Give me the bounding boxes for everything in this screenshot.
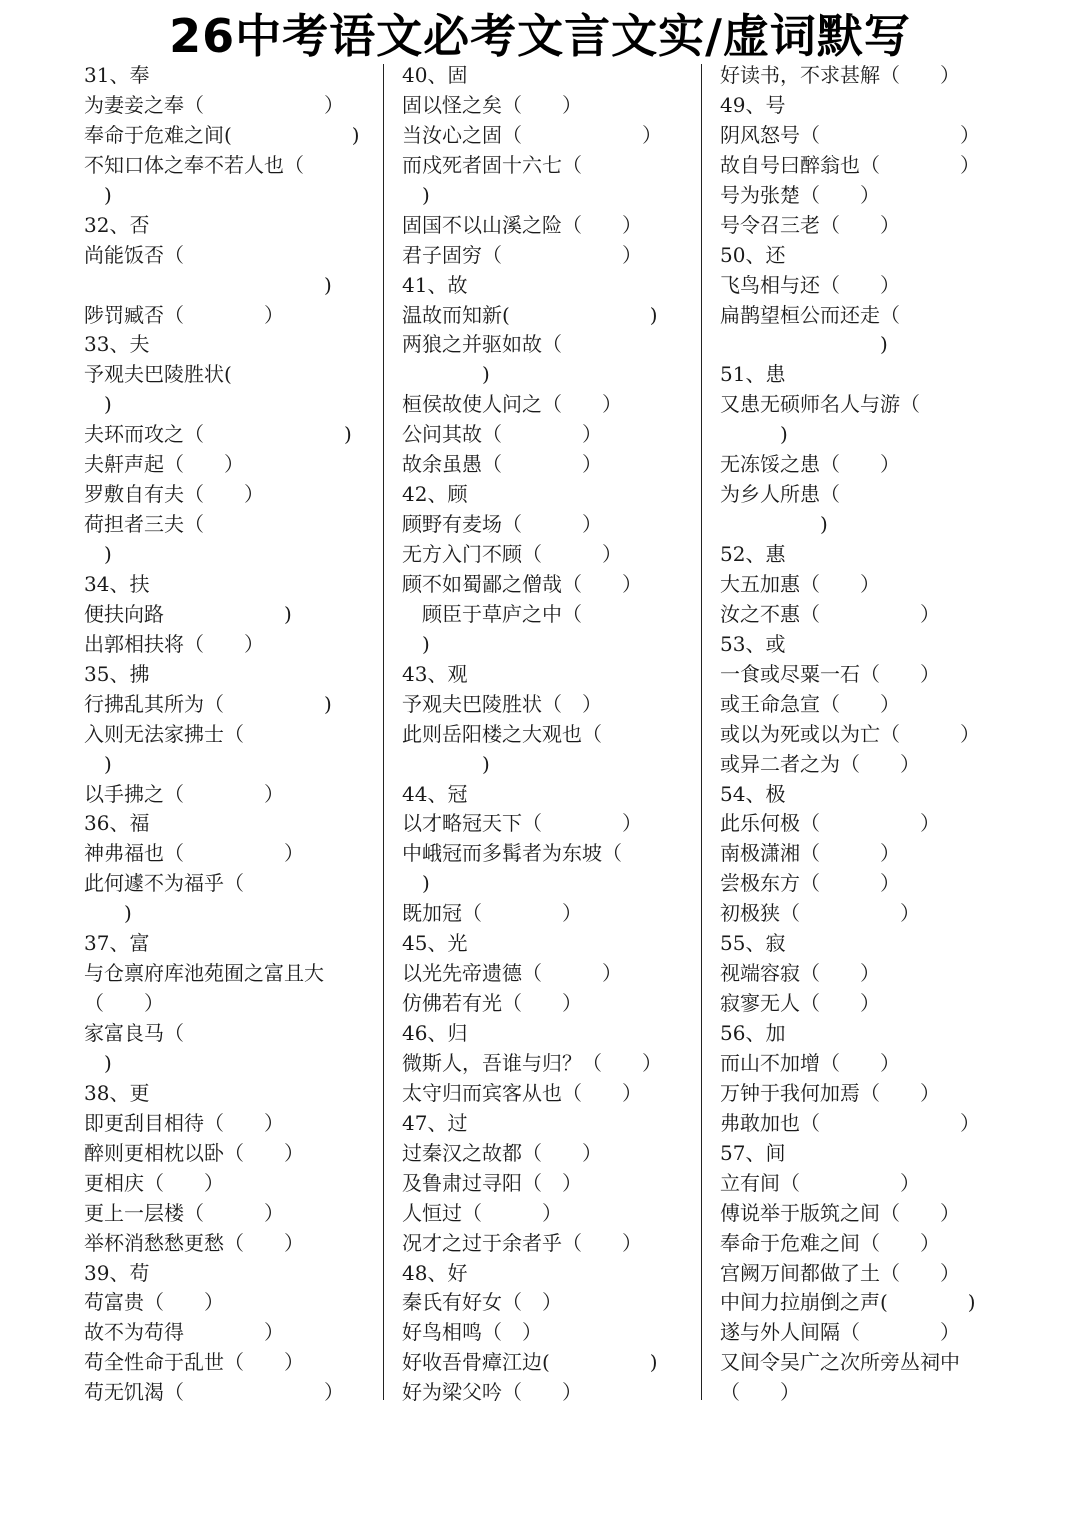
exercise-line: 为乡人所患（: [720, 482, 840, 507]
exercise-line: 桓侯故使人问之（ ）: [402, 392, 622, 417]
entry-heading: 39、苟: [84, 1260, 150, 1285]
exercise-line: ): [402, 751, 490, 776]
exercise-line: 秦氏有好女（ ）: [402, 1290, 562, 1315]
exercise-line: 与仓禀府库池苑囿之富且大: [84, 961, 324, 986]
exercise-line: 太守归而宾客从也（ ）: [402, 1080, 642, 1105]
exercise-line: ): [84, 392, 112, 417]
column-1: [84, 61, 380, 1408]
exercise-line: 即更刮目相待（ ）: [84, 1110, 284, 1135]
entry-heading: 53、或: [720, 631, 786, 656]
exercise-line: 更相庆（ ）: [84, 1170, 224, 1195]
exercise-line: 固国不以山溪之险（ ）: [402, 212, 642, 237]
exercise-line: ): [402, 871, 430, 896]
exercise-line: 温故而知新( ): [402, 302, 658, 327]
exercise-line: 夫鼾声起（ ）: [84, 452, 244, 477]
entry-heading: 48、好: [402, 1260, 468, 1285]
entry-heading: 56、加: [720, 1021, 786, 1045]
exercise-line: 此何遽不为福乎（: [84, 871, 244, 896]
exercise-line: ): [720, 512, 828, 537]
exercise-line: 好收吾骨瘴江边( ): [402, 1350, 658, 1375]
exercise-line: 行拂乱其所为（ ): [84, 691, 332, 716]
exercise-line: 又间令吴广之次所旁丛祠中: [720, 1350, 960, 1375]
entry-heading: 49、号: [720, 92, 786, 117]
exercise-line: 大五加惠（ ）: [720, 571, 880, 596]
exercise-line: 而戍死者固十六七（: [402, 152, 582, 177]
entry-heading: 43、观: [402, 661, 468, 686]
exercise-line: 为妻妾之奉（ ）: [84, 92, 344, 117]
exercise-line: 故不为苟得 ）: [84, 1320, 284, 1345]
exercise-line: 弗敢加也（ ）: [720, 1110, 980, 1135]
exercise-line: 号为张楚（ ）: [720, 182, 880, 207]
column-divider: [701, 64, 702, 1400]
exercise-line: 顾臣于草庐之中（: [402, 601, 582, 626]
exercise-line: 过秦汉之故都（ ）: [402, 1140, 602, 1165]
exercise-line: 予观夫巴陵胜状（ ）: [402, 691, 602, 716]
exercise-line: 以才略冠天下（ ）: [402, 811, 642, 836]
exercise-line: 无冻馁之患（ ）: [720, 452, 900, 477]
exercise-line: 固以怪之矣（ ）: [402, 92, 582, 117]
entry-heading: 31、奉: [84, 63, 150, 87]
exercise-line: ): [84, 751, 112, 776]
exercise-line: ): [84, 542, 112, 566]
exercise-line: 奉命于危难之间( ): [84, 122, 360, 147]
exercise-line: 此则岳阳楼之大观也（: [402, 721, 602, 746]
exercise-line: ): [84, 272, 332, 297]
exercise-line: 南极潇湘（ ）: [720, 841, 900, 866]
column-divider: [383, 64, 384, 1400]
exercise-line: 苟富贵（ ）: [84, 1290, 224, 1315]
exercise-line: 而山不加增（ ）: [720, 1050, 900, 1075]
entry-heading: 40、固: [402, 63, 468, 87]
entry-heading: 34、扶: [84, 571, 150, 596]
column-2: [402, 61, 696, 1408]
exercise-line: 荷担者三夫（: [84, 512, 204, 537]
exercise-line: 入则无法家拂士（: [84, 721, 244, 746]
exercise-line: ): [84, 182, 112, 207]
exercise-line: 好读书，不求甚解（ ）: [720, 63, 960, 87]
exercise-line: 举杯消愁愁更愁（ ）: [84, 1230, 304, 1255]
exercise-line: ): [402, 631, 430, 656]
exercise-line: 微斯人，吾谁与归？（ ）: [402, 1050, 662, 1075]
entry-heading: 50、还: [720, 242, 786, 267]
exercise-line: 罗敷自有夫（ ）: [84, 482, 264, 507]
column-3: [720, 61, 1020, 1408]
exercise-line: 初极狭（ ）: [720, 901, 920, 926]
exercise-line: （ ）: [720, 1380, 800, 1405]
entry-heading: 46、归: [402, 1021, 468, 1045]
exercise-line: 视端容寂（ ）: [720, 961, 880, 986]
exercise-line: 好鸟相鸣（ ）: [402, 1320, 542, 1345]
exercise-line: 或以为死或以为亡（ ）: [720, 721, 980, 746]
entry-heading: 37、富: [84, 931, 150, 956]
entry-heading: 35、拂: [84, 661, 150, 686]
page-title: 26中考语文必考文言文实/虚词默写: [169, 9, 911, 63]
entry-heading: 57、间: [720, 1140, 786, 1165]
exercise-line: 不知口体之奉不若人也（: [84, 152, 304, 177]
exercise-line: 两狼之并驱如故（: [402, 332, 562, 357]
exercise-line: ): [84, 1050, 112, 1075]
exercise-line: 家富良马（: [84, 1021, 184, 1045]
exercise-line: ): [402, 362, 490, 387]
exercise-line: 顾不如蜀鄙之僧哉（ ）: [402, 571, 642, 596]
exercise-line: 无方入门不顾（ ）: [402, 542, 622, 566]
entry-heading: 52、惠: [720, 542, 786, 566]
exercise-line: 遂与外人间隔（ ）: [720, 1320, 960, 1345]
exercise-line: 汝之不惠（ ）: [720, 601, 940, 626]
exercise-line: 号令召三老（ ）: [720, 212, 900, 237]
exercise-line: 予观夫巴陵胜状(: [84, 362, 232, 387]
exercise-line: 苟无饥渴（ ）: [84, 1380, 344, 1405]
exercise-line: 好为梁父吟（ ）: [402, 1380, 582, 1405]
exercise-line: 既加冠（ ）: [402, 901, 582, 926]
exercise-line: 奉命于危难之间（ ）: [720, 1230, 940, 1255]
entry-heading: 32、否: [84, 212, 150, 237]
exercise-line: 又患无硕师名人与游（: [720, 392, 920, 417]
exercise-line: 及鲁肃过寻阳（ ）: [402, 1170, 582, 1195]
exercise-line: 更上一层楼（ ）: [84, 1200, 284, 1225]
exercise-line: ): [402, 182, 430, 207]
exercise-line: 夫环而攻之（ ): [84, 422, 352, 447]
exercise-line: 人恒过（ ）: [402, 1200, 562, 1225]
entry-heading: 45、光: [402, 931, 468, 956]
exercise-line: 君子固穷（ ）: [402, 242, 642, 267]
exercise-line: 仿佛若有光（ ）: [402, 991, 582, 1016]
exercise-line: 或异二者之为（ ）: [720, 751, 920, 776]
exercise-line: 出郭相扶将（ ）: [84, 631, 264, 656]
exercise-line: ): [720, 422, 788, 447]
exercise-line: ): [84, 901, 132, 926]
exercise-line: 以光先帝遗德（ ）: [402, 961, 622, 986]
exercise-line: 立有间（ ）: [720, 1170, 920, 1195]
exercise-line: 尝极东方（ ）: [720, 871, 900, 896]
exercise-line: 阴风怒号（ ）: [720, 122, 980, 147]
exercise-line: 苟全性命于乱世（ ）: [84, 1350, 304, 1375]
entry-heading: 51、患: [720, 362, 786, 387]
entry-heading: 54、极: [720, 781, 786, 806]
exercise-line: 或王命急宣（ ）: [720, 691, 900, 716]
entry-heading: 38、更: [84, 1080, 150, 1105]
exercise-line: 中峨冠而多髯者为东坡（: [402, 841, 622, 866]
exercise-line: 一食或尽粟一石（ ）: [720, 661, 940, 686]
exercise-line: 此乐何极（ ）: [720, 811, 940, 836]
entry-heading: 33、夫: [84, 332, 150, 357]
exercise-line: ): [720, 332, 888, 357]
exercise-line: 宫阙万间都做了土（ ）: [720, 1260, 960, 1285]
exercise-line: 故余虽愚（ ）: [402, 452, 602, 477]
exercise-line: 当汝心之固（ ）: [402, 122, 662, 147]
exercise-line: 公问其故（ ）: [402, 422, 602, 447]
exercise-line: 以手拂之（ ）: [84, 781, 284, 806]
exercise-line: 寂寥无人（ ）: [720, 991, 880, 1016]
exercise-line: 陟罚臧否（ ）: [84, 302, 284, 327]
entry-heading: 47、过: [402, 1110, 468, 1135]
entry-heading: 36、福: [84, 811, 150, 836]
exercise-line: 便扶向路 ): [84, 601, 292, 626]
exercise-line: 尚能饭否（: [84, 242, 184, 267]
entry-heading: 42、顾: [402, 482, 468, 507]
exercise-line: 况才之过于余者乎（ ）: [402, 1230, 642, 1255]
exercise-line: 神弗福也（ ）: [84, 841, 304, 866]
exercise-line: 傅说举于版筑之间（ ）: [720, 1200, 960, 1225]
entry-heading: 44、冠: [402, 781, 468, 806]
exercise-line: 顾野有麦场（ ）: [402, 512, 602, 537]
entry-heading: 55、寂: [720, 931, 786, 956]
exercise-line: 扁鹊望桓公而还走（: [720, 302, 900, 327]
exercise-line: 中间力拉崩倒之声( ): [720, 1290, 976, 1315]
exercise-line: （ ）: [84, 991, 164, 1016]
exercise-line: 醉则更相枕以卧（ ）: [84, 1140, 304, 1165]
exercise-line: 故自号曰醉翁也（ ）: [720, 152, 980, 177]
exercise-line: 飞鸟相与还（ ）: [720, 272, 900, 297]
exercise-line: 万钟于我何加焉（ ）: [720, 1080, 940, 1105]
entry-heading: 41、故: [402, 272, 468, 297]
